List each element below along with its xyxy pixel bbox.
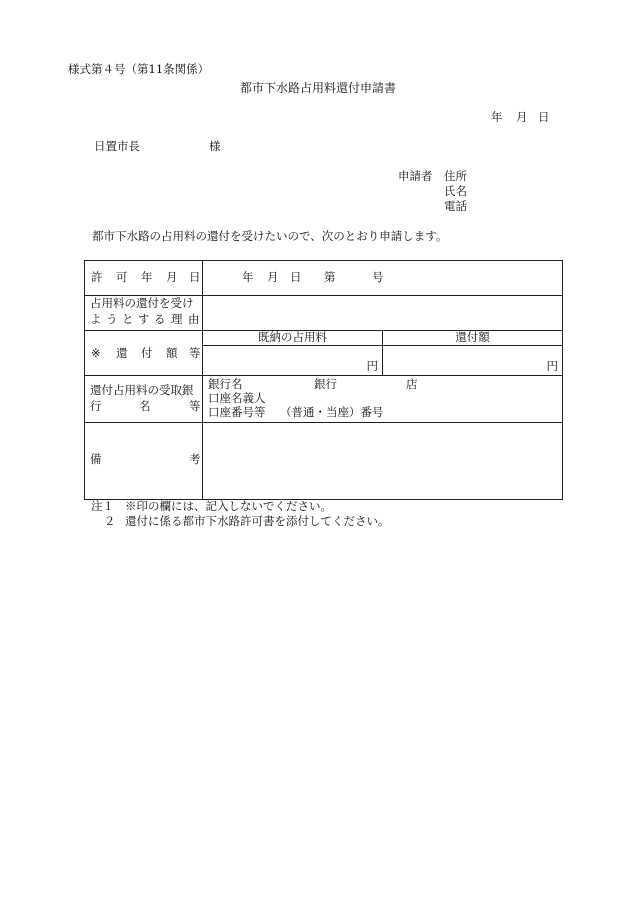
- bank-info-label: 還付占用料の受取銀 行 名 等: [85, 376, 203, 423]
- date-year: 年: [491, 110, 503, 124]
- remarks-value[interactable]: [203, 423, 563, 500]
- applicant-label: 申請者: [398, 169, 433, 183]
- reason-label: 占用料の還付を受け よ う と す る 理 由: [85, 296, 203, 331]
- bank-name-label: 銀行名: [208, 377, 243, 391]
- refund-amount-label: ※ 還 付 額 等: [85, 331, 203, 376]
- permit-date-value[interactable]: 年 月 日 第 号: [203, 261, 563, 296]
- account-type: （普通・当座）番号: [280, 405, 384, 419]
- refund-amount-header: 還付額: [383, 331, 563, 346]
- addressee-name: 日置市長: [94, 139, 140, 153]
- note-2-prefix: ２: [104, 514, 116, 528]
- account-number-label: 口座番号等: [208, 405, 266, 419]
- row-bank-info: [85, 376, 563, 423]
- row-permit-date: [85, 261, 563, 296]
- addressee-honorific: 様: [209, 139, 221, 153]
- row-refund-header: [85, 331, 563, 346]
- permit-date-label: 許 可 年 月 日: [85, 261, 203, 296]
- date-day: 日: [538, 110, 550, 124]
- note-2: 還付に係る都市下水路許可書を添付してください。: [125, 514, 390, 528]
- application-table: [84, 260, 563, 500]
- refund-amount-value[interactable]: [383, 346, 563, 376]
- paid-fee-header: 既納の占用料: [203, 331, 383, 346]
- account-holder-label: 口座名義人: [208, 391, 266, 405]
- row-remarks: [85, 423, 563, 500]
- note-1-prefix: 注１: [91, 499, 114, 513]
- intro-text: 都市下水路の占用料の還付を受けたいので、次のとおり申請します。: [92, 229, 448, 243]
- remarks-label: 備 考: [85, 423, 203, 500]
- note-1: ※印の欄には、記入しないでください。: [125, 499, 332, 513]
- yen-unit: 円: [546, 359, 558, 373]
- bank-suffix: 銀行: [314, 377, 337, 391]
- reason-value[interactable]: [203, 296, 563, 331]
- date-month: 月: [516, 110, 528, 124]
- row-reason: [85, 296, 563, 331]
- form-number: 様式第４号（第11条関係）: [68, 62, 210, 76]
- bank-info-value[interactable]: [203, 376, 563, 423]
- applicant-name-label: 氏名: [444, 184, 467, 198]
- applicant-phone-label: 電話: [444, 199, 467, 213]
- yen-unit: 円: [366, 359, 378, 373]
- document-title: 都市下水路占用料還付申請書: [240, 81, 397, 95]
- applicant-address-label: 住所: [444, 169, 467, 183]
- branch-suffix: 店: [406, 377, 418, 391]
- paid-fee-value[interactable]: [203, 346, 383, 376]
